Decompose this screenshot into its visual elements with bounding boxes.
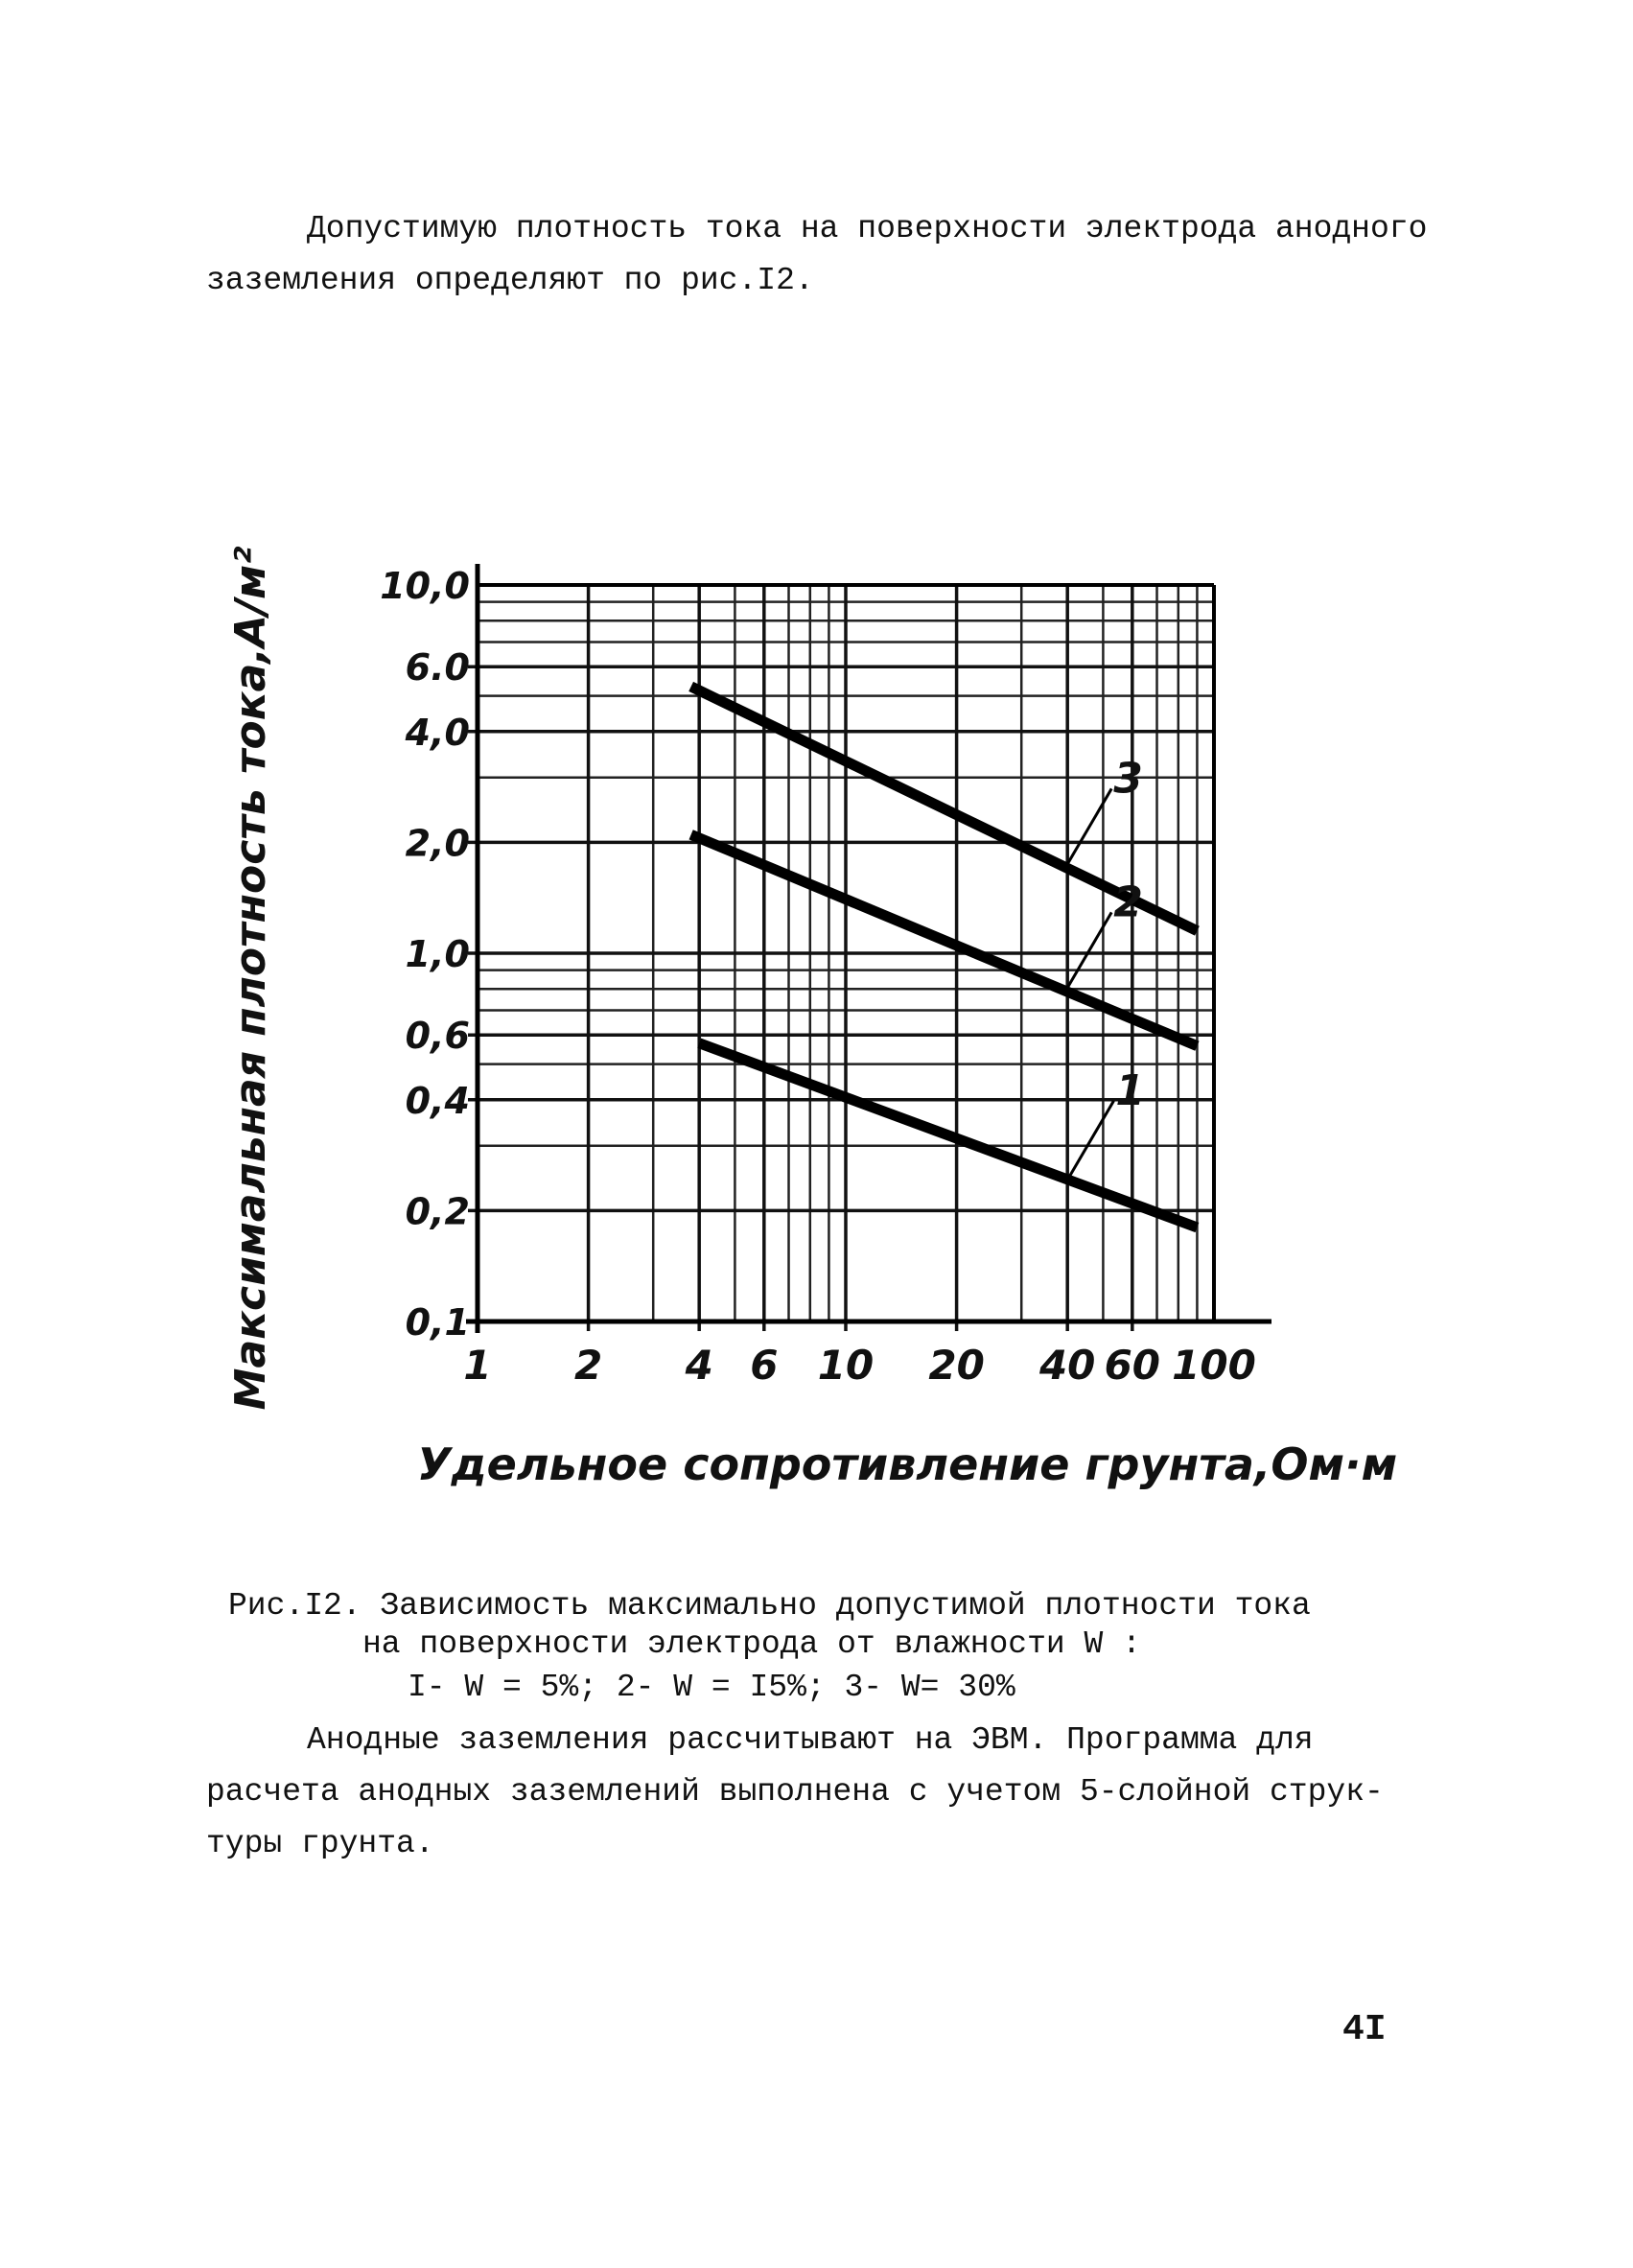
- x-tick-label: 10: [817, 1342, 875, 1389]
- body-line: туры грунта.: [206, 1826, 434, 1861]
- body-paragraph: [206, 1715, 1424, 1870]
- x-tick-label: 20: [928, 1342, 985, 1389]
- x-axis-label: Удельное сопротивление грунта,Ом·м: [417, 1438, 1398, 1490]
- y-tick-label: 0,2: [405, 1190, 470, 1233]
- series-leader-1: [1067, 1101, 1113, 1180]
- intro-line: Допустимую плотность тока на поверхности электрода анодного: [307, 211, 1428, 246]
- figure-caption-subtitle: на поверхности электрода от влажности W :: [362, 1626, 1141, 1662]
- y-axis-label: Максимальная плотность тока,А/м²: [226, 546, 275, 1411]
- x-tick-label: 6: [750, 1342, 779, 1389]
- current-density-chart: [221, 393, 1448, 1506]
- series-line-2: [691, 834, 1198, 1045]
- intro-line: заземления определяют по рис.I2.: [206, 263, 814, 298]
- y-tick-label: 0,1: [405, 1301, 470, 1344]
- x-tick-label: 1: [463, 1342, 492, 1389]
- intro-paragraph: [206, 203, 1428, 307]
- figure-caption-title: Рис.I2. Зависимость максимально допустимой плотности тока: [228, 1588, 1311, 1624]
- y-tick-label: 10,0: [380, 565, 470, 607]
- body-line: расчета анодных заземлений выполнена с учетом 5-слойной струк-: [206, 1774, 1384, 1810]
- y-tick-label: 6.0: [405, 646, 470, 690]
- series-label-3: 3: [1113, 754, 1143, 804]
- y-tick-label: 1,0: [405, 933, 470, 975]
- x-tick-label: 2: [573, 1342, 603, 1389]
- series-leader-3: [1065, 788, 1111, 867]
- figure-caption-legend: I- W = 5%; 2- W = I5%; 3- W= 30%: [408, 1670, 1015, 1705]
- y-tick-label: 2,0: [405, 822, 470, 865]
- series-label-1: 1: [1115, 1065, 1146, 1115]
- body-line: Анодные заземления рассчитывают на ЭВМ. Программа для: [307, 1722, 1314, 1758]
- current-density-figure: [221, 393, 1448, 1506]
- x-tick-label: 40: [1038, 1342, 1096, 1389]
- x-tick-label: 100: [1172, 1342, 1256, 1389]
- series-label-2: 2: [1113, 877, 1143, 927]
- x-tick-label: 4: [685, 1342, 713, 1389]
- y-tick-label: 0,6: [405, 1015, 470, 1058]
- x-tick-label: 60: [1104, 1342, 1161, 1389]
- y-tick-label: 0,4: [405, 1079, 470, 1122]
- page-number: 4I: [1342, 2009, 1387, 2050]
- y-tick-label: 4,0: [405, 711, 470, 754]
